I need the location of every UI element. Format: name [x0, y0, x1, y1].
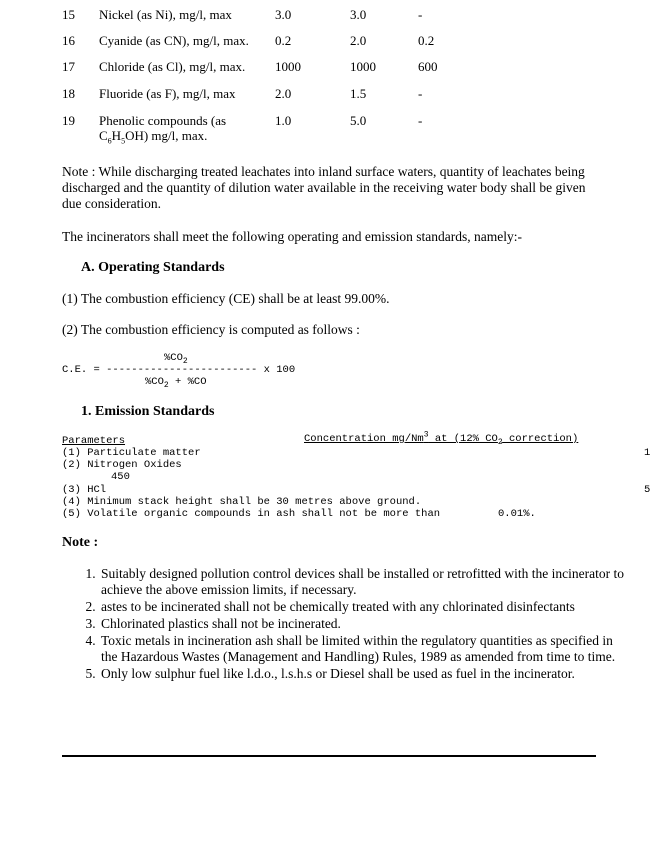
emission-value-nitrogen: 450	[111, 471, 130, 483]
row-value-3: -	[418, 7, 423, 22]
formula-line: C.E. = ------------------------ x 100	[62, 364, 296, 376]
row-value-2: 2.0	[350, 33, 367, 48]
emission-line-stack-height: (4) Minimum stack height shall be 30 metres above ground.	[62, 496, 422, 508]
emission-standards-heading: 1. Emission Standards	[81, 404, 215, 419]
row-parameter: Fluoride (as F), mg/l, max	[99, 86, 236, 101]
leachate-note: Note : While discharging treated leachates into inland surface waters, quantity of leachates being discharged and the quantity of dilution water available in the receiving water body shall be given due consideration.	[62, 164, 586, 211]
emission-line-hcl: (3) HCl	[62, 484, 107, 496]
emission-value-particulate: 1	[644, 447, 650, 459]
emission-value-hcl: 5	[644, 484, 650, 496]
list-item: 3. Chlorinated plastics shall not be incinerated.	[99, 616, 629, 632]
row-number: 15	[62, 7, 75, 22]
operating-standards-heading: A. Operating Standards	[81, 260, 225, 275]
concentration-header: Concentration mg/Nm$^3$ at (12% $CO_2$ correction)	[304, 430, 579, 448]
row-value-1: 3.0	[275, 7, 292, 22]
row-value-2: 1000	[350, 59, 376, 74]
row-value-3: 600	[418, 59, 438, 74]
row-parameter: Cyanide (as CN), mg/l, max.	[99, 33, 249, 48]
row-number: 18	[62, 86, 75, 101]
row-value-1: 1.0	[275, 113, 292, 128]
row-value-3: -	[418, 86, 423, 101]
row-value-1: 0.2	[275, 33, 292, 48]
row-parameter: Phenolic compounds (as	[99, 113, 227, 128]
list-item: 1. Suitably designed pollution control devices shall be installed or retrofitted with the incinerator to achieve the above emission limits, if necessary.	[99, 566, 629, 598]
row-value-3: 0.2	[418, 33, 435, 48]
row-number: 19	[62, 113, 75, 128]
combustion-efficiency-line-1: (1) The combustion efficiency (CE) shall be at least 99.00%.	[62, 291, 390, 306]
emission-line-voc: (5) Volatile organic compounds in ash shall not be more than	[62, 508, 441, 520]
row-value-1: 2.0	[275, 86, 292, 101]
row-number: 16	[62, 33, 75, 48]
formula-denominator: $\%CO_2 + \%CO$	[145, 376, 207, 391]
row-value-1: 1000	[275, 59, 301, 74]
parameters-header: Parameters	[62, 435, 126, 447]
emission-line-particulate: (1) Particulate matter	[62, 447, 201, 459]
row-value-2: 3.0	[350, 7, 367, 22]
emission-line-nitrogen: (2) Nitrogen Oxides	[62, 459, 182, 471]
list-item: 5. Only low sulphur fuel like l.d.o., l.s.h.s or Diesel shall be used as fuel in the incinerator.	[99, 666, 629, 682]
emission-value-voc: 0.01%.	[498, 508, 536, 520]
notes-list	[62, 566, 629, 683]
row-parameter-continued: $C_6H_5OH$) mg/l, max.	[99, 128, 208, 146]
row-parameter: Nickel (as Ni), mg/l, max	[99, 7, 232, 22]
row-number: 17	[62, 59, 75, 74]
row-value-2: 5.0	[350, 113, 367, 128]
row-value-2: 1.5	[350, 86, 367, 101]
list-item: 4. Toxic metals in incineration ash shall be limited within the regulatory quantities as specified in the Hazardous Wastes (Management and Handling) Rules, 1989 as amended from time to time.	[99, 633, 629, 665]
row-value-3: -	[418, 113, 423, 128]
combustion-efficiency-line-2: (2) The combustion efficiency is computed as follows :	[62, 322, 360, 337]
list-item: 2. astes to be incinerated shall not be chemically treated with any chlorinated disinfectants	[99, 599, 629, 615]
incinerator-intro: The incinerators shall meet the following operating and emission standards, namely:-	[62, 229, 523, 244]
note-heading: Note :	[62, 535, 99, 550]
row-parameter: Chloride (as Cl), mg/l, max.	[99, 59, 246, 74]
horizontal-rule	[62, 755, 596, 757]
formula-numerator: $\%CO_2$	[164, 352, 188, 367]
